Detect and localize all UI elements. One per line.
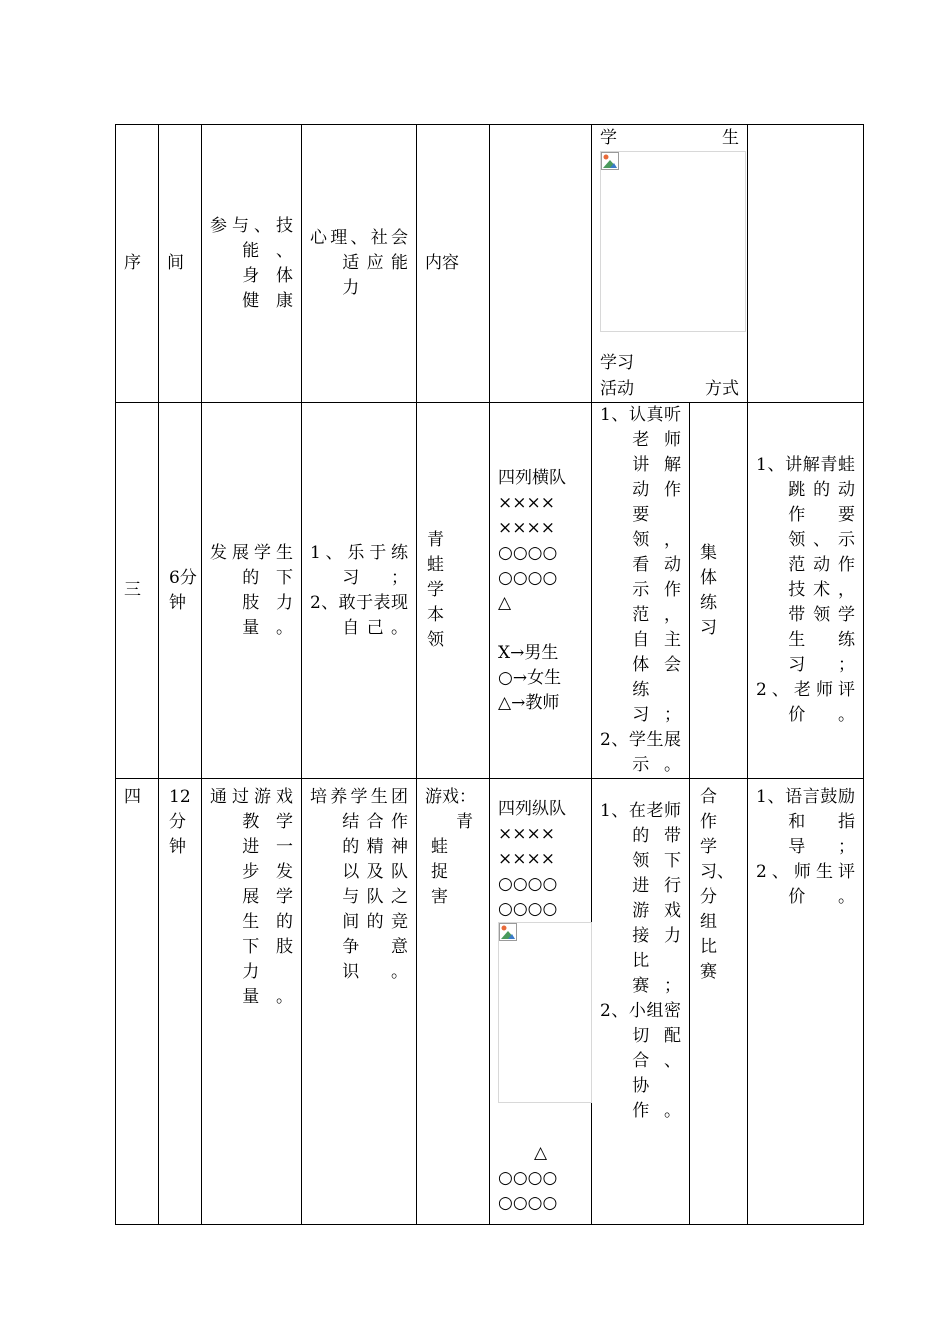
header-row <box>116 125 864 403</box>
row3-formation-line: ×××× <box>498 492 555 513</box>
broken-image-icon <box>601 152 619 170</box>
header-student-title: 学 生 <box>600 128 739 148</box>
header-learning-mode: 活动 方式 <box>600 379 739 399</box>
row4-student-activity: 1、在老师的带领下进行游戏接力比赛； 2、小组密切配合、协作。 <box>592 779 690 1225</box>
row3-formation-line: ×××× <box>498 517 555 538</box>
header-student-activity <box>592 125 748 403</box>
row4-formation-line: ○○○○ <box>498 899 558 919</box>
row4-formation-line: ○○○○ <box>498 1193 558 1213</box>
header-diagram <box>490 125 592 403</box>
row3-legend-item: △→教师 <box>498 692 560 713</box>
row4-formation-line: ×××× <box>498 849 555 869</box>
row4-learning-mode: 合作学习、分组比赛 <box>690 779 748 1225</box>
row3-goal-social: 1、乐于练习； 2、敢于表现自己。 <box>302 403 417 779</box>
row4-time: 12分钟 <box>159 779 202 1225</box>
row3-formation-line: △ <box>498 592 512 613</box>
header-seq: 序 <box>116 125 159 403</box>
header-goal-skill: 参与、技能、身体健康 <box>202 125 302 403</box>
row3-goal-skill: 发展学生的下肢力量。 <box>202 403 302 779</box>
row4-teacher-activity: 1、语言鼓励和指导； 2、师生评价。 <box>748 779 864 1225</box>
row3-legend-item: X→男生 <box>498 642 559 663</box>
row4-content-label: 游戏： <box>425 787 476 807</box>
row3-seq: 三 <box>116 403 159 779</box>
row4-formation-line: ○○○○ <box>498 874 558 894</box>
lesson-row-4 <box>116 779 864 1225</box>
image-placeholder <box>498 922 592 1103</box>
row4-teacher-mark: △ <box>533 1143 548 1163</box>
header-content: 内容 <box>417 125 490 403</box>
row4-diagram <box>490 779 592 1225</box>
row3-formation-line: ○○○○ <box>498 567 558 588</box>
row3-student-activity: 1、认真听老师讲解动作要领，看动示作范，自主体会练习； 2、学生展示。 <box>592 403 690 779</box>
row4-goal-social: 培养学生团结合作的精神以及队与队之间的竞争意识。 <box>302 779 417 1225</box>
row3-formation-title: 四列横队 <box>498 467 566 488</box>
row3-diagram <box>490 403 592 779</box>
row4-content-title: 青 蛙 捉 害 <box>431 812 473 907</box>
image-placeholder <box>600 151 746 332</box>
row3-formation-line: ○○○○ <box>498 542 558 563</box>
row4-formation-line: ○○○○ <box>498 1168 558 1188</box>
row3-content: 青蛙学本领 <box>417 403 490 779</box>
header-teacher-activity <box>748 125 864 403</box>
row4-goal-skill: 通过游戏教学进一步发展学生的下肢力量。 <box>202 779 302 1225</box>
row3-learning-mode: 集体练习 <box>690 403 748 779</box>
row3-teacher-activity: 1、讲解青蛙跳的动作要领、示范动作技术，带领学生练习； 2、老师评价。 <box>748 403 864 779</box>
lesson-row-3 <box>116 403 864 779</box>
row4-formation-line: ×××× <box>498 824 555 844</box>
header-goal-social: 心理、社会适应能力 <box>302 125 417 403</box>
row4-content <box>417 779 490 1225</box>
header-time: 间 <box>159 125 202 403</box>
broken-image-icon <box>499 923 517 941</box>
row3-legend-item: ○→女生 <box>498 667 562 688</box>
row4-seq: 四 <box>116 779 159 1225</box>
header-learning-label: 学习 <box>600 353 634 373</box>
row3-time: 6分钟 <box>159 403 202 779</box>
lesson-plan-table <box>115 124 864 1225</box>
row4-formation-title: 四列纵队 <box>498 799 566 819</box>
